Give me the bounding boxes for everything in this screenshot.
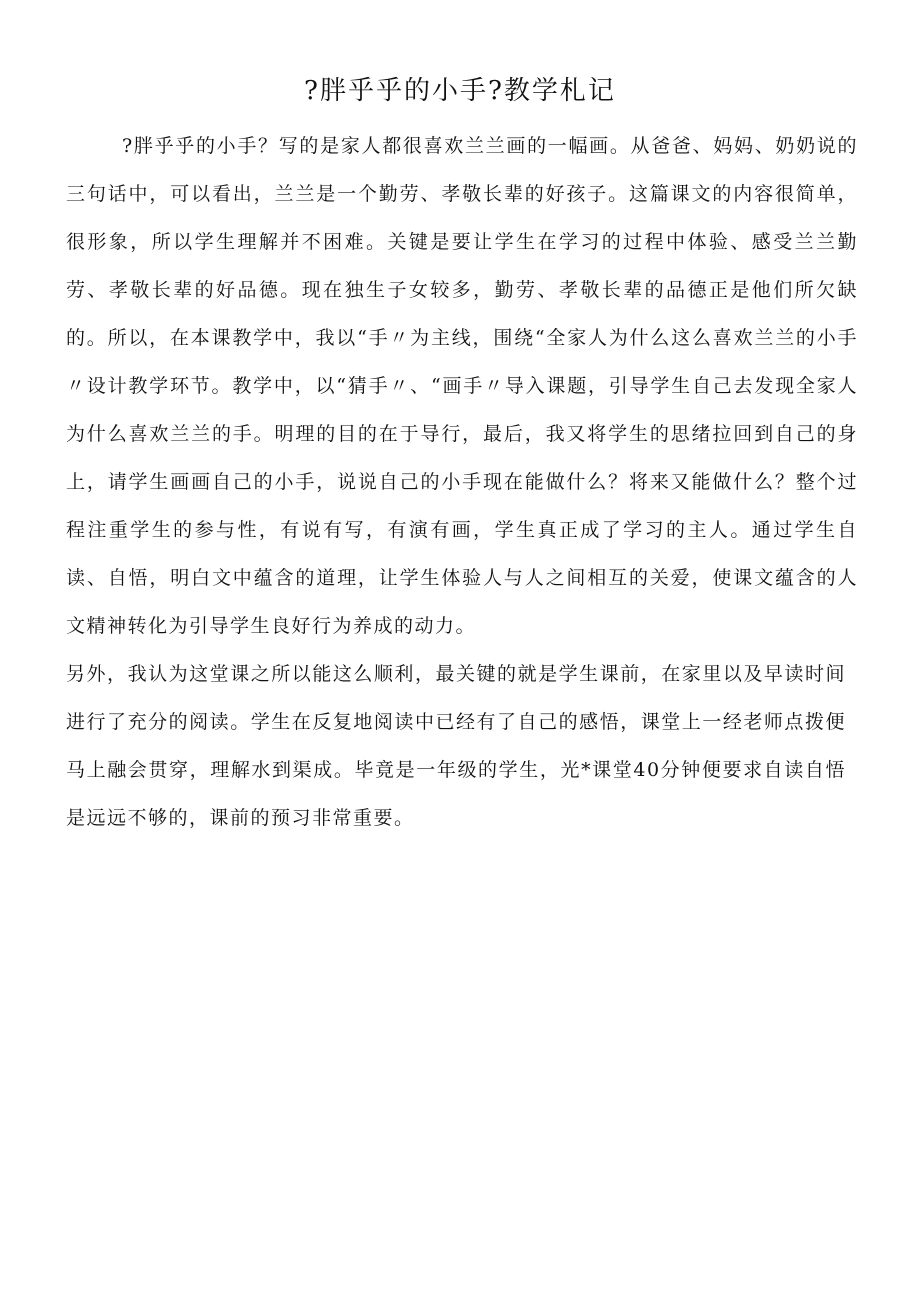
page-title: ?胖乎乎的小手?教学札记: [304, 76, 616, 106]
paragraph-2: 另外，我认为这堂课之所以能这么顺利，最关键的就是学生课前，在家里以及早读时间进行了充分的阅读。学生在反复地阅读中已经有了自己的感悟，课堂上一经老师点拨便马上融会贯穿，理解水到渠成。毕竟是一年级的学生，光*课堂40分钟便要求自读自悟是远远不够的，课前的预习非常重要。: [66, 663, 846, 829]
paragraph-1: ?胖乎乎的小手？写的是家人都很喜欢兰兰画的一幅画。从爸爸、妈妈、奶奶说的三句话中，可以看出，兰兰是一个勤劳、孝敬长辈的好孩子。这篇课文的内容很简单，很形象，所以学生理解并不困难。关键是要让学生在学习的过程中体验、感受兰兰勤劳、孝敬长辈的好品德。现在独生子女较多，勤劳、孝敬长辈的品德正是他们所欠缺的。所以，在本课教学中，我以“手〃为主线，围绕“全家人为什么这么喜欢兰兰的小手〃设计教学环节。教学中，以“猜手〃、“画手〃导入课题，引导学生自己去发现全家人为什么喜欢兰兰的手。明理的目的在于导行，最后，我又将学生的思绪拉回到自己的身上，请学生画画自己的小手，说说自己的小手现在能做什么？将来又能做什么？整个过程注重学生的参与性，有说有写，有演有画，学生真正成了学习的主人。通过学生自读、自悟，明白文中蕴含的道理，让学生体验人与人之间相互的关爱，使课文蕴含的人文精神转化为引导学生良好行为养成的动力。: [66, 135, 858, 637]
document-body: [66, 122, 858, 842]
